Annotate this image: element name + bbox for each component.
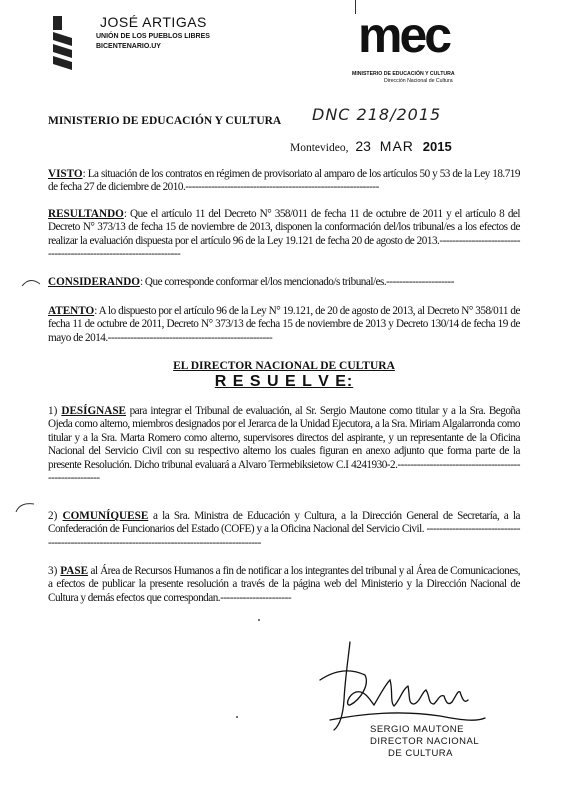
item-3-paragraph xyxy=(48,565,520,605)
mec-logo xyxy=(352,7,502,90)
item-3-label: PASE xyxy=(60,565,89,577)
signatory-stamp xyxy=(370,724,479,760)
date-month: MAR xyxy=(379,138,414,154)
visto-text: : La situación de los contratos en régimen de provisoriato al amparo de los artículos 50 y 53 de la Ley 18.719 de fecha 27 de diciembre de 2010.------------------------------------------------------------ xyxy=(48,168,520,194)
item-2-text: a la Sra. Ministra de Educación y Cultura, a la Dirección General de Secretaría, a la Confederación de Funcionarios del Estado (COFE) y a la Oficina Nacional del Servicio Civil. ----------------------------------------------------------------------------------------------- xyxy=(48,510,520,549)
stamp-name: SERGIO MAUTONE xyxy=(370,724,464,735)
considerando-text: : Que corresponde conformar el/los mencionado/s tribunal/es.--------------------- xyxy=(140,276,454,288)
speck xyxy=(236,716,238,718)
item-2-paragraph xyxy=(48,510,520,550)
margin-arc-icon xyxy=(20,276,42,288)
considerando-label: CONSIDERANDO xyxy=(48,276,140,288)
atento-paragraph xyxy=(48,305,520,345)
item-3-number: 3) xyxy=(48,565,61,577)
considerando-paragraph xyxy=(48,276,520,289)
stamp-title: DIRECTOR NACIONAL xyxy=(370,736,480,747)
visto-label: VISTO xyxy=(48,168,83,180)
atento-text: : A lo dispuesto por el artículo 96 de la Ley N° 19.121, de 20 de agosto de 2013, al Decreto N° 358/011 de fecha 11 de octubre de 2011, Decreto N° 373/13 de fecha 15 de noviembre de 2013 y Decreto 130/14 de fecha 19 de mayo de 2014.--------------------------------------------------- xyxy=(48,305,520,344)
ministry-title: MINISTERIO DE EDUCACIÓN Y CULTURA xyxy=(48,115,282,127)
margin-arc-2-icon xyxy=(14,500,38,514)
resuelve-heading: R E S U E L V E: xyxy=(214,373,354,390)
date-place: Montevideo, xyxy=(290,142,349,154)
director-heading: EL DIRECTOR NACIONAL DE CULTURA xyxy=(173,360,395,372)
item-1-number: 1) xyxy=(48,405,62,417)
date-line xyxy=(290,138,452,154)
item-3-text: al Área de Recursos Humanos a fin de notificar a los integrantes del tribunal y al Área de Comunicaciones, a efectos de publicar la presente resolución a través de la página web del Ministerio y la Dirección Nacional de Cultura y demás efectos que correspondan.---------------------- xyxy=(48,565,520,604)
mec-wordmark: mec xyxy=(358,7,450,63)
atento-label: ATENTO xyxy=(48,305,95,317)
visto-paragraph xyxy=(48,168,520,195)
artigas-logo xyxy=(50,14,210,74)
item-1-label: DESÍGNASE xyxy=(61,405,127,417)
file-number: DNC 218/2015 xyxy=(312,105,442,124)
speck xyxy=(258,619,260,621)
date-day: 23 xyxy=(355,138,371,154)
item-2-label: COMUNÍQUESE xyxy=(62,510,149,522)
resultando-label: RESULTANDO xyxy=(48,208,124,220)
mec-ministry-label: MINISTERIO DE EDUCACIÓN Y CULTURA xyxy=(352,71,455,77)
item-1-paragraph xyxy=(48,405,520,485)
resultando-text: : Que el artículo 11 del Decreto N° 358/011 de fecha 11 de octubre de 2011 y el artículo 8 del Decreto N° 373/13 de fecha 15 de noviembre de 2013, disponen la conformación del/los tribunal/es a los efectos de realizar la evaluación dispuesta por el artículo 96 de la Ley 19.121 de fecha 20 de agosto de 2013.------------------------------------------------------------------ xyxy=(48,208,520,261)
edge-mark xyxy=(355,0,356,14)
mec-direction-label: Dirección Nacional de Cultura xyxy=(384,78,453,84)
stamp-division: DE CULTURA xyxy=(388,748,453,759)
resultando-paragraph xyxy=(48,208,520,262)
item-1-text: para integrar el Tribunal de evaluación, al Sr. Sergio Mautone como titular y a la Sra. Begoña Ojeda como alterno, miembros designados por el Jerarca de la Unidad Ejecutora, a la Sra. Miriam Algalarronda como titular y a la Sra. Marta Romero como alterno, supervisores directos del aspirante, y un representante de la Oficina Nacional del Servicio Civil con su respectivo alterno los cuales figuran en anexo adjunto que forma parte de la presente Resolución. Dicho tribunal evaluará a Alvaro Termebiksietow C.I 4241930-2.------------------------------------------------------ xyxy=(48,405,520,485)
artigas-subtitle: UNIÓN DE LOS PUEBLOS LIBRES xyxy=(96,33,210,40)
artigas-name: JOSÉ ARTIGAS xyxy=(100,14,207,30)
artigas-url: BICENTENARIO.UY xyxy=(96,43,161,50)
artigas-emblem-icon xyxy=(50,14,76,72)
date-year: 2015 xyxy=(422,139,452,154)
item-2-number: 2) xyxy=(48,510,63,522)
